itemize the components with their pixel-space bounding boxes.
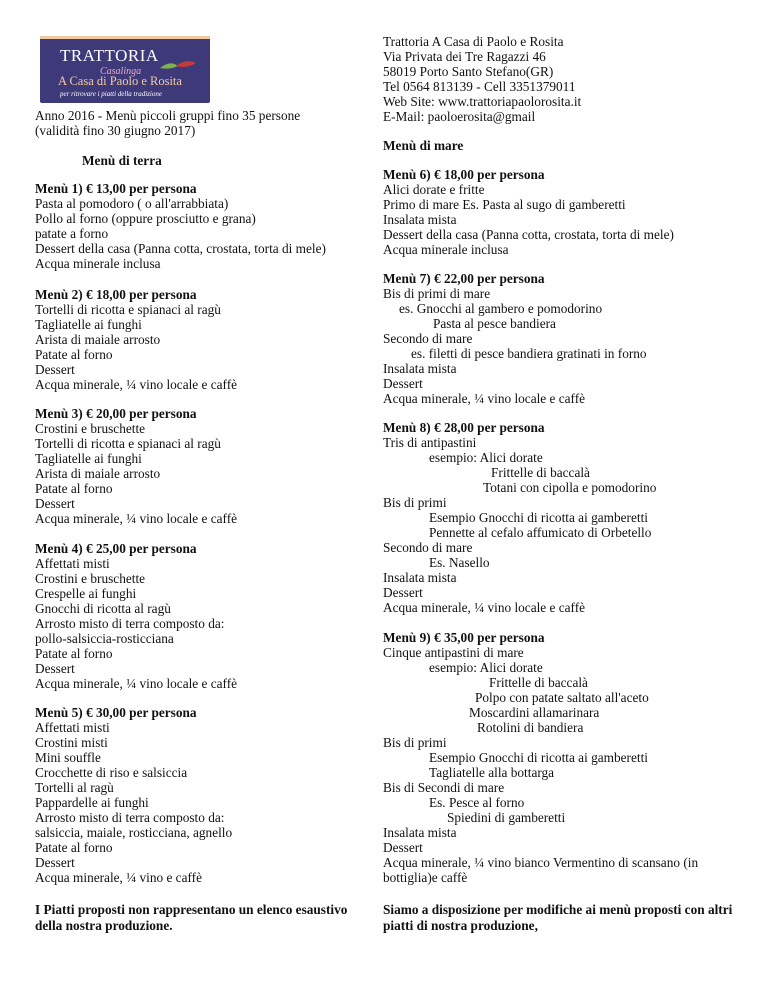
footer-note-left: I Piatti proposti non rappresentano un elenco esaustivo della nostra produzione. — [35, 902, 348, 933]
menu-item: Patate al forno — [35, 481, 113, 496]
menu-title: Menù 6) € 18,00 per persona — [383, 167, 545, 182]
menu-item: salsiccia, maiale, rosticciana, agnello — [35, 825, 233, 840]
menu-title: Menù 5) € 30,00 per persona — [35, 705, 197, 720]
section-title-mare: Menù di mare — [383, 138, 464, 153]
menu-item: Acqua minerale, ¼ vino bianco Vermentino di scansano (in bottiglia)e caffè — [383, 855, 699, 885]
menu-item: Pennette al cefalo affumicato di Orbetello — [429, 525, 652, 540]
menu-item: Bis di primi — [383, 495, 447, 510]
menu-item: Esempio Gnocchi di ricotta ai gamberetti — [429, 750, 648, 765]
menu-item: Pappardelle ai funghi — [35, 795, 149, 810]
menu-2 — [35, 287, 373, 392]
menu-item: Dessert — [383, 376, 423, 391]
logo-title: TRATTORIA — [60, 46, 159, 65]
menu-item: Insalata mista — [383, 361, 457, 376]
footer-note-right: Siamo a disposizione per modifiche ai menù proposti con altri piatti di nostra produzione, — [383, 902, 733, 933]
menu-8 — [383, 420, 743, 615]
menu-item: Patate al forno — [35, 840, 113, 855]
menu-item: Tris di antipastini — [383, 435, 477, 450]
menu-item: esempio: Alici dorate — [429, 660, 543, 675]
menu-item: patate a forno — [35, 226, 109, 241]
trattoria-logo — [40, 36, 210, 103]
menu-title: Menù 2) € 18,00 per persona — [35, 287, 197, 302]
menu-item: Acqua minerale, ¼ vino e caffè — [35, 870, 202, 885]
menu-item: Acqua minerale, ¼ vino locale e caffè — [383, 391, 586, 406]
menu-item: Tagliatelle alla bottarga — [429, 765, 555, 780]
contact-line: E-Mail: paoloerosita@gmail — [383, 109, 536, 124]
contact-line: Trattoria A Casa di Paolo e Rosita — [383, 34, 564, 49]
menu-item: es. Gnocchi al gambero e pomodorino — [399, 301, 603, 316]
logo-name: A Casa di Paolo e Rosita — [58, 74, 182, 88]
menu-item: Dessert della casa (Panna cotta, crostata, torta di mele) — [35, 241, 326, 256]
menu-title: Menù 3) € 20,00 per persona — [35, 406, 197, 421]
menu-item: Dessert — [35, 661, 75, 676]
menu-item: Bis di primi — [383, 735, 447, 750]
menu-item: es. filetti di pesce bandiera gratinati in forno — [411, 346, 647, 361]
menu-item: Tortelli di ricotta e spianaci al ragù — [35, 302, 221, 317]
menu-item: Acqua minerale inclusa — [383, 242, 509, 257]
menu-item: Dessert — [35, 855, 75, 870]
menu-item: Patate al forno — [35, 646, 113, 661]
menu-title: Menù 1) € 13,00 per persona — [35, 181, 197, 196]
menu-title: Menù 7) € 22,00 per persona — [383, 271, 545, 286]
leaf-icon — [158, 58, 198, 72]
menu-item: pollo-salsiccia-rosticciana — [35, 631, 174, 646]
section-title-terra: Menù di terra — [82, 153, 162, 168]
menu-item: Bis di Secondi di mare — [383, 780, 505, 795]
menu-item: Bis di primi di mare — [383, 286, 491, 301]
menu-item: Acqua minerale, ¼ vino locale e caffè — [35, 377, 238, 392]
menu-item: Pasta al pomodoro ( o all'arrabbiata) — [35, 196, 229, 211]
menu-title: Menù 8) € 28,00 per persona — [383, 420, 545, 435]
menu-item: Insalata mista — [383, 825, 457, 840]
menu-item: Frittelle di baccalà — [489, 675, 588, 690]
menu-item: Dessert — [383, 585, 423, 600]
menu-item: Totani con cipolla e pomodorino — [483, 480, 657, 495]
menu-item: Moscardini allamarinara — [469, 705, 600, 720]
menu-item: Pollo al forno (oppure prosciutto e grana) — [35, 211, 256, 226]
menu-item: Pasta al pesce bandiera — [433, 316, 556, 331]
menu-item: Acqua minerale, ¼ vino locale e caffè — [35, 676, 238, 691]
menu-item: Spiedini di gamberetti — [447, 810, 566, 825]
menu-item: Arista di maiale arrosto — [35, 466, 161, 481]
menu-7 — [383, 271, 743, 406]
menu-item: Dessert — [35, 496, 75, 511]
year-note: Anno 2016 - Menù piccoli gruppi fino 35 persone — [35, 108, 301, 123]
menu-item: Secondo di mare — [383, 331, 473, 346]
menu-item: Acqua minerale inclusa — [35, 256, 161, 271]
menu-item: Tagliatelle ai funghi — [35, 451, 142, 466]
menu-3 — [35, 406, 373, 526]
menu-item: Affettati misti — [35, 720, 110, 735]
contact-line: Web Site: www.trattoriapaolorosita.it — [383, 94, 582, 109]
menu-item: Acqua minerale, ¼ vino locale e caffè — [35, 511, 238, 526]
menu-item: Arrosto misto di terra composto da: — [35, 810, 225, 825]
menu-item: Dessert della casa (Panna cotta, crostata, torta di mele) — [383, 227, 674, 242]
validity-note: (validità fino 30 giugno 2017) — [35, 123, 196, 138]
menu-item: Crostini e bruschette — [35, 421, 146, 436]
menu-item: Polpo con patate saltato all'aceto — [475, 690, 649, 705]
logo-stripe — [40, 36, 210, 39]
menu-item: Affettati misti — [35, 556, 110, 571]
menu-item: Mini souffle — [35, 750, 101, 765]
logo-tagline: per ritrovare i piatti della tradizione — [60, 90, 162, 98]
menu-item: Secondo di mare — [383, 540, 473, 555]
menu-item: Tortelli di ricotta e spianaci al ragù — [35, 436, 221, 451]
menu-9 — [383, 630, 743, 885]
menu-item: Arista di maiale arrosto — [35, 332, 161, 347]
menu-item: Dessert — [35, 362, 75, 377]
menu-item: Esempio Gnocchi di ricotta ai gamberetti — [429, 510, 648, 525]
contact-block — [383, 34, 581, 124]
menu-item: Gnocchi di ricotta al ragù — [35, 601, 171, 616]
menu-item: Es. Pesce al forno — [429, 795, 525, 810]
menu-item: Rotolini di bandiera — [477, 720, 584, 735]
menu-item: Frittelle di baccalà — [491, 465, 590, 480]
menu-5 — [35, 705, 373, 885]
menu-title: Menù 4) € 25,00 per persona — [35, 541, 197, 556]
logo-subtitle: Casalinga — [100, 66, 142, 77]
menu-item: Primo di mare Es. Pasta al sugo di gamberetti — [383, 197, 626, 212]
menu-item: Es. Nasello — [429, 555, 490, 570]
menu-item: Patate al forno — [35, 347, 113, 362]
menu-item: Tagliatelle ai funghi — [35, 317, 142, 332]
menu-1 — [35, 181, 373, 271]
menu-item: Dessert — [383, 840, 423, 855]
contact-line: Tel 0564 813139 - Cell 3351379011 — [383, 79, 576, 94]
menu-item: Arrosto misto di terra composto da: — [35, 616, 225, 631]
menu-item: Crostini misti — [35, 735, 108, 750]
menu-item: Acqua minerale, ¼ vino locale e caffè — [383, 600, 586, 615]
menu-item: Tortelli al ragù — [35, 780, 114, 795]
menu-6 — [383, 167, 743, 257]
menu-item: Crespelle ai funghi — [35, 586, 137, 601]
menu-4 — [35, 541, 373, 691]
menu-title: Menù 9) € 35,00 per persona — [383, 630, 545, 645]
menu-item: Crostini e bruschette — [35, 571, 146, 586]
menu-item: Insalata mista — [383, 570, 457, 585]
menu-item: Alici dorate e fritte — [383, 182, 485, 197]
menu-item: Insalata mista — [383, 212, 457, 227]
contact-line: 58019 Porto Santo Stefano(GR) — [383, 64, 554, 79]
menu-item: Crocchette di riso e salsiccia — [35, 765, 188, 780]
contact-line: Via Privata dei Tre Ragazzi 46 — [383, 49, 546, 64]
menu-item: Cinque antipastini di mare — [383, 645, 524, 660]
menu-item: esempio: Alici dorate — [429, 450, 543, 465]
